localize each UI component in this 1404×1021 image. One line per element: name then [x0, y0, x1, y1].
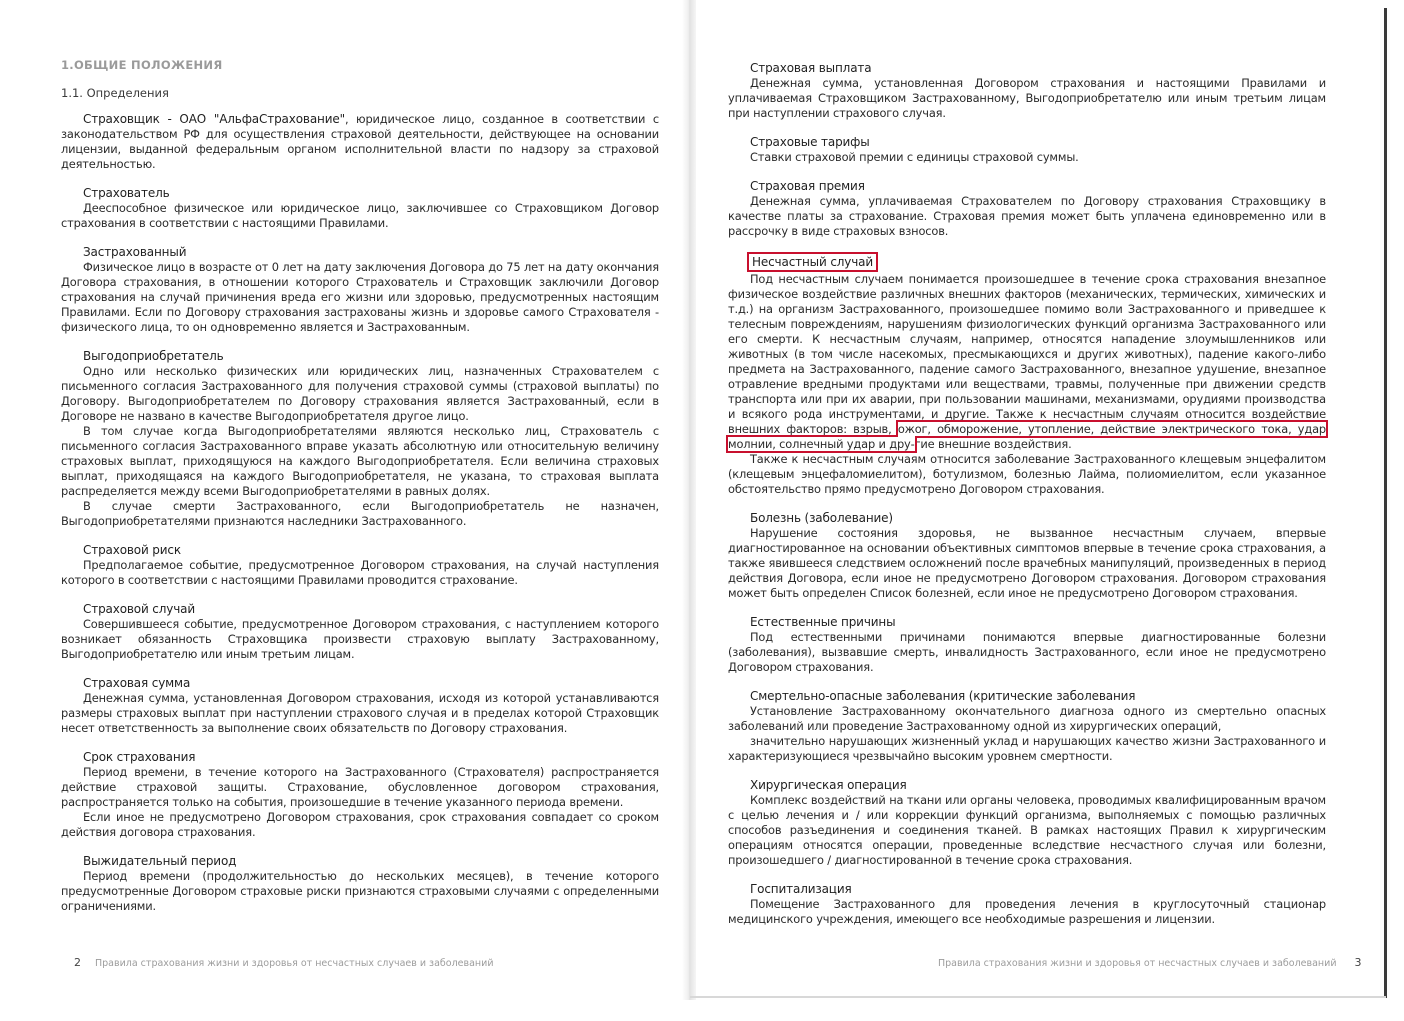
definition-term — [728, 60, 1326, 121]
term-paragraph: Предполагаемое событие, предусмотренное Договором страхования, на случай наступления которого в соответствии с настоящими Правилами проводится страхование. — [61, 558, 659, 587]
term-paragraph: Дееспособное физическое или юридическое лицо, заключившее со Страховщиком Договор страхования в соответствии с настоящими Правилами. — [61, 201, 659, 230]
definition-term — [728, 134, 1326, 165]
term-title: Страхователь — [83, 186, 170, 200]
definition-term — [728, 688, 1326, 764]
term-accident — [728, 252, 1326, 497]
definition-term — [61, 185, 659, 231]
term-title: Выжидательный период — [83, 854, 237, 868]
term-paragraph: Совершившееся событие, предусмотренное Договором страхования, с наступлением которого возникает обязанность Страховщика произвести страховую выплату Застрахованному, Выгодоприобретателю или иным третьим лицам. — [61, 617, 659, 661]
term-paragraph: Помещение Застрахованного для проведения лечения в круглосуточный стационар медицинского учреждения, имеющего все необходимые разрешения и лицензии. — [728, 897, 1326, 926]
footer-text: Правила страхования жизни и здоровья от несчастных случаев и заболеваний — [938, 958, 1337, 969]
term-title: Страховая сумма — [83, 676, 191, 690]
definition-term — [728, 777, 1326, 868]
term-title: Страховая премия — [750, 179, 865, 193]
definition-term — [728, 510, 1326, 601]
term-title: Смертельно-опасные заболевания (критические заболевания — [750, 689, 1136, 703]
accident-text-1: Под несчастным случаем понимается произошедшее в течение срока страхования внезапное физическое воздействие различных внешних факторов (механических, термических, химических и т.д.) на организм Застрахованного, произошедшее помимо воли Застрахованного и приведшее к телесным повреждениям, нарушениям физиологических функций организма Застрахованного или его смерти. К несчастным случаям, например, относятся нападение злоумышленников или животных (в том числе насекомых, пресмыкающихся и других животных), падение какого-либо предмета на Застрахованного, падение самого Застрахованного, внезапное удушение, внезапное отравление вредными продуктами или веществами, травмы, полученные при движении средств транспорта или при их аварии, при пользовании машинами, механизмами, орудиями производства и всякого рода инструментами, и другие. Также к несчастным случаям относится воздействие внешних факторов: взрыв, — [728, 272, 1326, 436]
definition-term — [61, 853, 659, 914]
term-title: Срок страхования — [83, 750, 196, 764]
section-title: 1.ОБЩИЕ ПОЛОЖЕНИЯ — [61, 58, 223, 72]
page-bottom-edge — [690, 996, 1386, 998]
term-body — [728, 630, 1326, 675]
term-paragraph: Денежная сумма, установленная Договором страхования, исходя из которой устанавливаются размеры страховых выплат при наступлении страхового случая и в пределах которой Страховщик несет ответственность за выполнение своих обязательств по Договору страхования. — [61, 691, 659, 735]
term-paragraph: Нарушение состояния здоровья, не вызванное несчастным случаем, впервые диагностированное на основании объективных симптомов впервые в течение срока страхования, а также явившееся следствием осложнений после врачебных манипуляций, произведенных в период действия Договора, если иное не предусмотрено Договором страхования. Договором страхования может быть определен Список болезней, если иное не предусмотрено Договором страхования. — [728, 526, 1326, 600]
footer-left — [74, 956, 494, 969]
page-number: 3 — [1354, 956, 1362, 969]
subsection-title: 1.1. Определения — [61, 86, 169, 100]
term-title: Страховой случай — [83, 602, 196, 616]
definition-term — [728, 881, 1326, 927]
page-edge — [1384, 8, 1387, 998]
term-title: Госпитализация — [750, 882, 852, 896]
term-paragraph: Физическое лицо в возрасте от 0 лет на дату заключения Договора до 75 лет на дату окончания Договора страхования, в отношении которого Страхователь и Страховщик заключили Договор страхования на случай причинения вреда его жизни или здоровью, предусмотренных настоящим Правилами. Если по Договору страхования застрахованы жизнь и здоровье самого Страхователя - физического лица, то он одновременно является и Застрахованным. — [61, 260, 659, 334]
highlighted-line: ожог, обморожение, утопление, действие электрического тока, удар молнии, солнечный удар и дру- — [728, 422, 1326, 451]
term-paragraph: Установление Застрахованному окончательного диагноза одного из смертельно опасных заболеваний или проведение Застрахованному одной из хирургических операций, — [728, 704, 1326, 733]
definition-term — [728, 614, 1326, 675]
definition-term — [61, 601, 659, 662]
definition-term — [61, 542, 659, 588]
definition-term — [61, 244, 659, 335]
term-title: Страховой риск — [83, 543, 181, 557]
term-title: Застрахованный — [83, 245, 187, 259]
term-body — [61, 364, 659, 529]
term-body — [728, 150, 1326, 165]
term-paragraph: Одно или несколько физических или юридических лиц, назначенных Страхователем с письменного согласия Застрахованного для получения страховой суммы (страховой выплаты) по Договору. Выгодоприобретателем по Договору страхования является Застрахованный, если в Договоре не названо в качестве Выгодоприобретателя другое лицо. — [61, 364, 659, 423]
footer-right — [938, 956, 1362, 969]
book-spine — [682, 0, 696, 1000]
term-paragraph: значительно нарушающих жизненный уклад и нарушающих качество жизни Застрахованного и характеризующиеся чрезвычайно высоким уровнем смертности. — [728, 734, 1326, 763]
term-body — [61, 260, 659, 335]
term-body — [61, 617, 659, 662]
term-paragraph: Если иное не предусмотрено Договором страхования, срок страхования совпадает со сроком действия договора страхования. — [61, 810, 659, 839]
term-body — [728, 704, 1326, 764]
term-title: Болезнь (заболевание) — [750, 511, 893, 525]
right-terms-before — [728, 60, 1326, 239]
term-title: Естественные причины — [750, 615, 896, 629]
term-body — [61, 765, 659, 840]
left-terms-list — [61, 185, 659, 914]
term-body — [728, 194, 1326, 239]
term-paragraph: Ставки страховой премии с единицы страховой суммы. — [750, 150, 1079, 164]
term-title: Страховая выплата — [750, 61, 872, 75]
term-body — [728, 793, 1326, 868]
term-title: Выгодоприобретатель — [83, 349, 224, 363]
definition-term — [728, 178, 1326, 239]
term-title: Страховые тарифы — [750, 135, 870, 149]
right-column — [728, 60, 1326, 940]
term-text: , юридическое лицо, созданное в соответствии с законодательством РФ для осуществления страховой деятельности, действующее на основании лицензии, выданной федеральным органом исполнительной власти по надзору за страховой деятельностью. — [61, 112, 659, 171]
term-insurer — [61, 112, 659, 172]
page-number: 2 — [74, 956, 81, 969]
term-body — [61, 691, 659, 736]
term-body — [728, 897, 1326, 927]
term-body — [728, 76, 1326, 121]
term-body — [728, 526, 1326, 601]
term-paragraph: Денежная сумма, установленная Договором страхования и настоящими Правилами и уплачиваемая Страховщиком Застрахованному, Выгодоприобретателю или иным третьим лицам при наступлении страхового случая. — [728, 76, 1326, 120]
footer-text: Правила страхования жизни и здоровья от несчастных случаев и заболеваний — [95, 958, 494, 969]
definition-term — [61, 348, 659, 529]
term-paragraph: Комплекс воздействий на ткани или органы человека, проводимых квалифицированным врачом с целью лечения и / или коррекции функций организма, выполняемых с помощью различных способов разъединения и соединения тканей. В рамках настоящих Правил к хирургическим операциям относятся операции, проведенные вследствие несчастного случая или болезни, произошедшего / диагностированной в течение срока страхования. — [728, 793, 1326, 867]
term-title: Хирургическая операция — [750, 778, 907, 792]
definition-term — [61, 675, 659, 736]
right-terms-after — [728, 510, 1326, 927]
accident-text-2: гие внешние воздействия. — [914, 437, 1072, 451]
left-column — [61, 112, 659, 927]
term-paragraph: Период времени, в течение которого на Застрахованного (Страхователя) распространяется действие страховой защиты. Страхование, обусловленное договором страхования, распространяется только на события, произошедшие в течение указанного периода времени. — [61, 765, 659, 809]
accident-title: Несчастный случай — [747, 252, 878, 272]
term-paragraph: В том случае когда Выгодоприобретателями являются несколько лиц, Страхователь с письменного согласия Застрахованного вправе указать абсолютную или относительную величину страховых выплат, приходящуюся на каждого Выгодоприобретателя. Если величина страховых выплат, приходящаяся на каждого Выгодоприобретателя, не указана, то страховая выплата распределяется между всеми Выгодоприобретателями в равных долях. — [61, 424, 659, 498]
term-paragraph: Период времени (продолжительностью до нескольких месяцев), в течение которого предусмотренные Договором страховые риски признаются страховыми случаями с определенными ограничениями. — [61, 869, 659, 913]
term-body — [61, 558, 659, 588]
definition-term — [61, 749, 659, 840]
accident-paragraph — [728, 272, 1326, 452]
term-title: Страховщик - ОАО "АльфаСтрахование" — [83, 112, 345, 126]
term-paragraph: Под естественными причинами понимаются впервые диагностированные болезни (заболевания), вызвавшие смерть, инвалидность Застрахованного, если иное не предусмотрено Договором страхования. — [728, 630, 1326, 674]
term-paragraph: Денежная сумма, уплачиваемая Страхователем по Договору страхования Страховщику в качестве платы за страхование. Страховая премия может быть уплачена единовременно или в рассрочку в виде страховых взносов. — [728, 194, 1326, 238]
term-body — [61, 869, 659, 914]
term-body — [61, 201, 659, 231]
accident-paragraph-2: Также к несчастным случаям относится заболевание Застрахованного клещевым энцефалитом (клещевым энцефаломиелитом), ботулизмом, болезнью Лайма, полиомиелитом, если указанное обстоятельство прямо предусмотрено Договором страхования. — [728, 452, 1326, 496]
term-paragraph: В случае смерти Застрахованного, если Выгодоприобретатель не назначен, Выгодоприобретателями признаются наследники Застрахованного. — [61, 499, 659, 528]
